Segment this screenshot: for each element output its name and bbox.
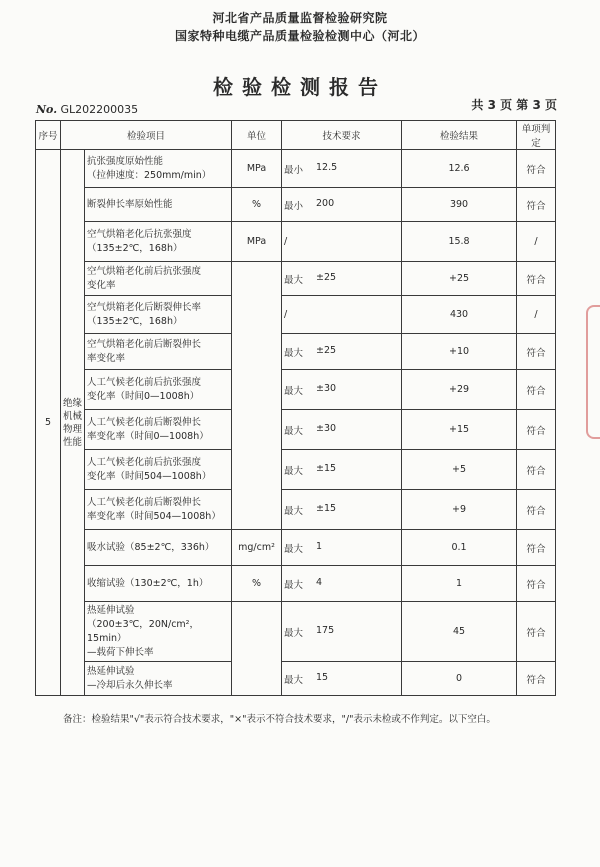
item-cell: 空气烘箱老化后断裂伸长率 （135±2℃，168h） <box>85 296 232 334</box>
unit-cell: % <box>232 188 282 222</box>
spec-cell <box>282 262 402 296</box>
table-header-row <box>36 121 556 150</box>
table-row <box>36 450 556 490</box>
item-cell: 空气烘箱老化前后断裂伸长 率变化率 <box>85 334 232 370</box>
result-cell: 1 <box>402 566 517 602</box>
item-cell: 空气烘箱老化前后抗张强度 变化率 <box>85 262 232 296</box>
table-row <box>36 490 556 530</box>
spec-cell <box>282 566 402 602</box>
spec-value: 15 <box>316 671 329 683</box>
spec-cell <box>282 662 402 696</box>
spec-cell <box>282 530 402 566</box>
center-name: 国家特种电缆产品质量检验检测中心（河北） <box>174 29 425 43</box>
result-cell: +10 <box>402 334 517 370</box>
spec-cell <box>282 450 402 490</box>
table-row <box>36 370 556 410</box>
verdict-cell: 符合 <box>517 262 556 296</box>
spec-value: ±30 <box>316 422 337 434</box>
verdict-cell: 符合 <box>517 410 556 450</box>
verdict-cell: 符合 <box>517 334 556 370</box>
result-cell: +9 <box>402 490 517 530</box>
table-row <box>36 602 556 662</box>
item-cell: 人工气候老化前后抗张强度 变化率（时间0—1008h） <box>85 370 232 410</box>
item-cell: 人工气候老化前后断裂伸长 率变化率（时间0—1008h） <box>85 410 232 450</box>
table-row <box>36 296 556 334</box>
item-cell: 人工气候老化前后抗张强度 变化率（时间504—1008h） <box>85 450 232 490</box>
result-cell: 45 <box>402 602 517 662</box>
spec-kind: 最大 <box>284 543 304 555</box>
spec-kind: 最大 <box>284 674 304 686</box>
table-row <box>36 334 556 370</box>
item-cell: 吸水试验（85±2℃，336h） <box>85 530 232 566</box>
spec-kind: 最大 <box>284 579 304 591</box>
item-cell: 抗张强度原始性能 （拉伸速度：250mm/min） <box>85 150 232 188</box>
unit-cell: MPa <box>232 222 282 262</box>
spec-kind: 最大 <box>284 385 304 397</box>
report-number <box>36 103 138 116</box>
table-row <box>36 262 556 296</box>
unit-cell: % <box>232 566 282 602</box>
spec-value: 200 <box>316 197 335 209</box>
spec-cell <box>282 602 402 662</box>
item-cell: 热延伸试验 —冷却后永久伸长率 <box>85 662 232 696</box>
spec-kind: 最大 <box>284 505 304 517</box>
red-stamp-edge <box>586 305 600 439</box>
result-cell: +25 <box>402 262 517 296</box>
spec-value: ±30 <box>316 382 337 394</box>
table-row <box>36 150 556 188</box>
spec-value: 12.5 <box>316 161 338 173</box>
table-row <box>36 662 556 696</box>
spec-cell <box>282 410 402 450</box>
table-row <box>36 530 556 566</box>
verdict-cell: 符合 <box>517 370 556 410</box>
spec-kind: 最小 <box>284 164 304 176</box>
unit-cell: MPa <box>232 150 282 188</box>
unit-cell <box>232 262 282 530</box>
spec-kind: / <box>284 236 288 247</box>
spec-kind: 最大 <box>284 627 304 639</box>
spec-cell <box>282 296 402 334</box>
page-info: 共 3 页 第 3 页 <box>471 98 557 112</box>
verdict-cell: 符合 <box>517 602 556 662</box>
header-item: 检验项目 <box>61 121 232 150</box>
header-spec: 技术要求 <box>282 121 402 150</box>
item-cell: 断裂伸长率原始性能 <box>85 188 232 222</box>
seq-cell: 5 <box>36 150 61 696</box>
org-name: 河北省产品质量监督检验研究院 <box>212 11 388 25</box>
spec-kind: / <box>284 309 288 320</box>
results-table <box>35 120 556 696</box>
item-cell: 空气烘箱老化后抗张强度 （135±2℃，168h） <box>85 222 232 262</box>
result-cell: 15.8 <box>402 222 517 262</box>
spec-cell <box>282 222 402 262</box>
spec-cell <box>282 334 402 370</box>
spec-kind: 最大 <box>284 347 304 359</box>
result-cell: 390 <box>402 188 517 222</box>
table-row <box>36 222 556 262</box>
spec-kind: 最大 <box>284 274 304 286</box>
spec-cell <box>282 370 402 410</box>
item-cell: 收缩试验（130±2℃，1h） <box>85 566 232 602</box>
report-number-value: GL202200035 <box>60 103 139 116</box>
table-row <box>36 566 556 602</box>
item-cell: 热延伸试验 （200±3℃，20N/cm²，15min） —载荷下伸长率 <box>85 602 232 662</box>
verdict-cell: 符合 <box>517 188 556 222</box>
result-cell: 12.6 <box>402 150 517 188</box>
unit-cell: mg/cm² <box>232 530 282 566</box>
spec-value: ±25 <box>316 344 337 356</box>
verdict-cell: 符合 <box>517 530 556 566</box>
header-verdict: 单项判定 <box>517 121 556 150</box>
header-unit: 单位 <box>232 121 282 150</box>
spec-value: ±15 <box>316 502 337 514</box>
unit-cell <box>232 602 282 696</box>
spec-value: ±15 <box>316 462 337 474</box>
result-cell: +5 <box>402 450 517 490</box>
spec-kind: 最大 <box>284 425 304 437</box>
verdict-cell: 符合 <box>517 566 556 602</box>
table-row <box>36 188 556 222</box>
item-cell: 人工气候老化前后断裂伸长 率变化率（时间504—1008h） <box>85 490 232 530</box>
remarks: 备注：检验结果"√"表示符合技术要求，"×"表示不符合技术要求，"/"表示未检或不作判定。以下空白。 <box>63 714 496 725</box>
spec-value: 4 <box>316 576 323 588</box>
result-cell: 0.1 <box>402 530 517 566</box>
spec-cell <box>282 490 402 530</box>
verdict-cell: 符合 <box>517 150 556 188</box>
spec-value: 1 <box>316 540 323 552</box>
verdict-cell: 符合 <box>517 662 556 696</box>
spec-cell <box>282 150 402 188</box>
report-number-label: No. <box>36 103 58 116</box>
group-cell: 绝缘机械物理性能 <box>61 150 85 696</box>
header-seq: 序号 <box>36 121 61 150</box>
verdict-cell: / <box>517 222 556 262</box>
result-cell: 0 <box>402 662 517 696</box>
spec-kind: 最小 <box>284 200 304 212</box>
spec-kind: 最大 <box>284 465 304 477</box>
report-title: 检验检测报告 <box>213 75 387 99</box>
spec-cell <box>282 188 402 222</box>
verdict-cell: / <box>517 296 556 334</box>
spec-value: 175 <box>316 624 335 636</box>
spec-value: ±25 <box>316 271 337 283</box>
result-cell: 430 <box>402 296 517 334</box>
table-row <box>36 410 556 450</box>
result-cell: +29 <box>402 370 517 410</box>
verdict-cell: 符合 <box>517 490 556 530</box>
header-result: 检验结果 <box>402 121 517 150</box>
result-cell: +15 <box>402 410 517 450</box>
verdict-cell: 符合 <box>517 450 556 490</box>
